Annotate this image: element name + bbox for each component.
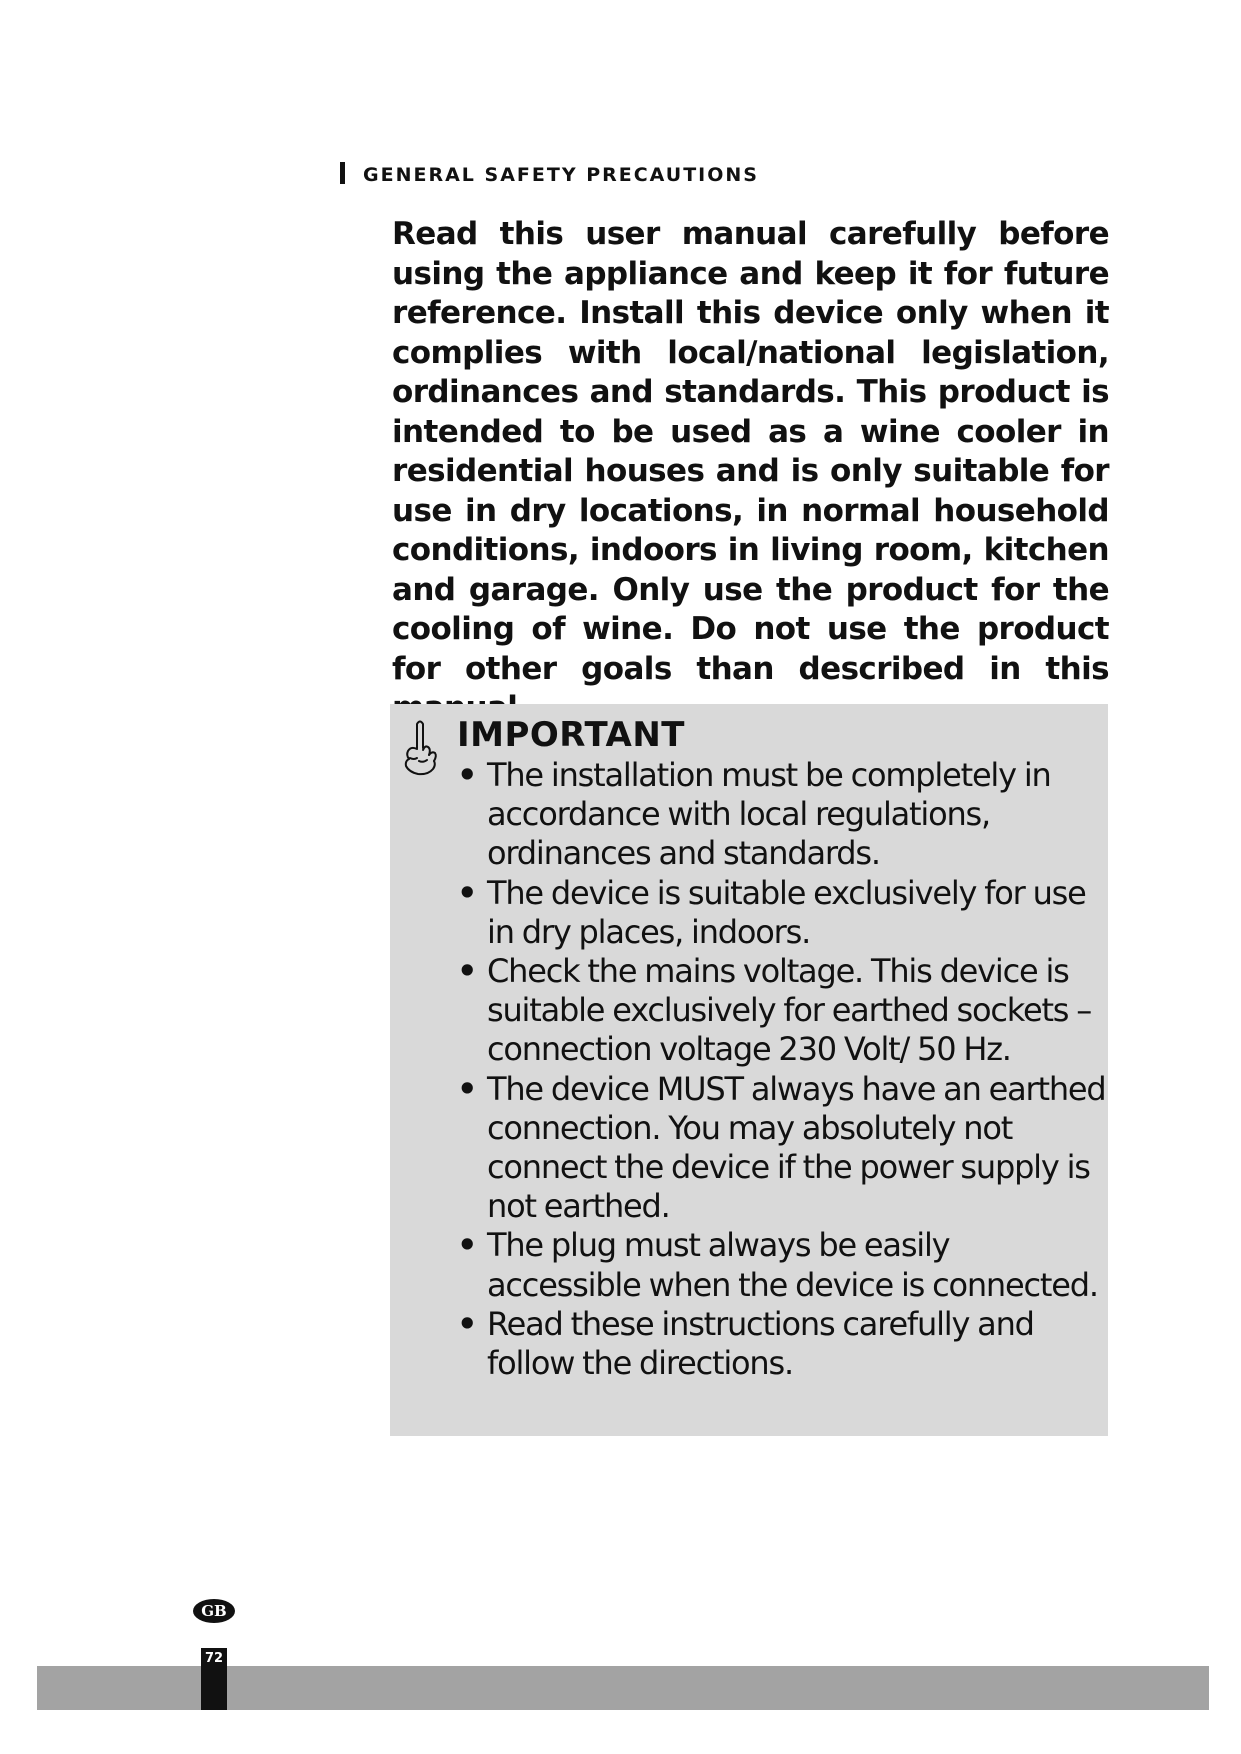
list-item-text: The device MUST always have an earthed connection. You may absolutely not connect the device if the power supply is not earthed. [487, 1069, 1106, 1226]
list-item-text: Read these instructions carefully and follow the directions. [487, 1304, 1034, 1383]
bullet: • [457, 873, 477, 912]
list-item [457, 1070, 1107, 1227]
bullet: • [457, 1304, 477, 1343]
list-item-text: Check the mains voltage. This device is suitable exclusively for earthed sockets – connection voltage 230 Volt/ 50 Hz. [487, 952, 1092, 1069]
list-item-text: The installation must be completely in accordance with local regulations, ordinances and standards. [487, 756, 1051, 873]
section-heading-text: GENERAL SAFETY PRECAUTIONS [363, 164, 759, 186]
list-item-text: The plug must always be easily accessible when the device is connected. [487, 1226, 1098, 1304]
page-number-tab [201, 1648, 227, 1710]
list-item [457, 1226, 1107, 1304]
list-item-text: The device is suitable exclusively for use in dry places, indoors. [487, 873, 1086, 951]
bullet: • [457, 1069, 477, 1108]
important-notice-box [390, 704, 1108, 1436]
important-title: IMPORTANT [457, 715, 685, 755]
section-heading [340, 160, 759, 190]
intro-paragraph: Read this user manual carefully before using the appliance and keep it for future reference. Install this device only when it complies with local/national legislation, ordinances and standards. This product is intended to be used as a wine cooler in residential houses and is only suitable for use in dry locations, in normal household conditions, indoors in living room, kitchen and garage. Only use the product for the cooling of wine. Do not use the product for other goals than described in this [392, 216, 1109, 687]
language-badge: GB [193, 1599, 235, 1623]
list-item [457, 874, 1107, 952]
bullet: • [457, 952, 477, 991]
bullet: • [457, 1226, 477, 1265]
pointing-hand-icon [398, 718, 442, 778]
list-item [457, 952, 1107, 1070]
list-item [457, 756, 1107, 874]
page-number: 72 [204, 1651, 224, 1666]
bullet: • [457, 756, 477, 794]
section-marker [340, 162, 345, 184]
important-list [457, 756, 1107, 1383]
list-item [457, 1305, 1107, 1383]
